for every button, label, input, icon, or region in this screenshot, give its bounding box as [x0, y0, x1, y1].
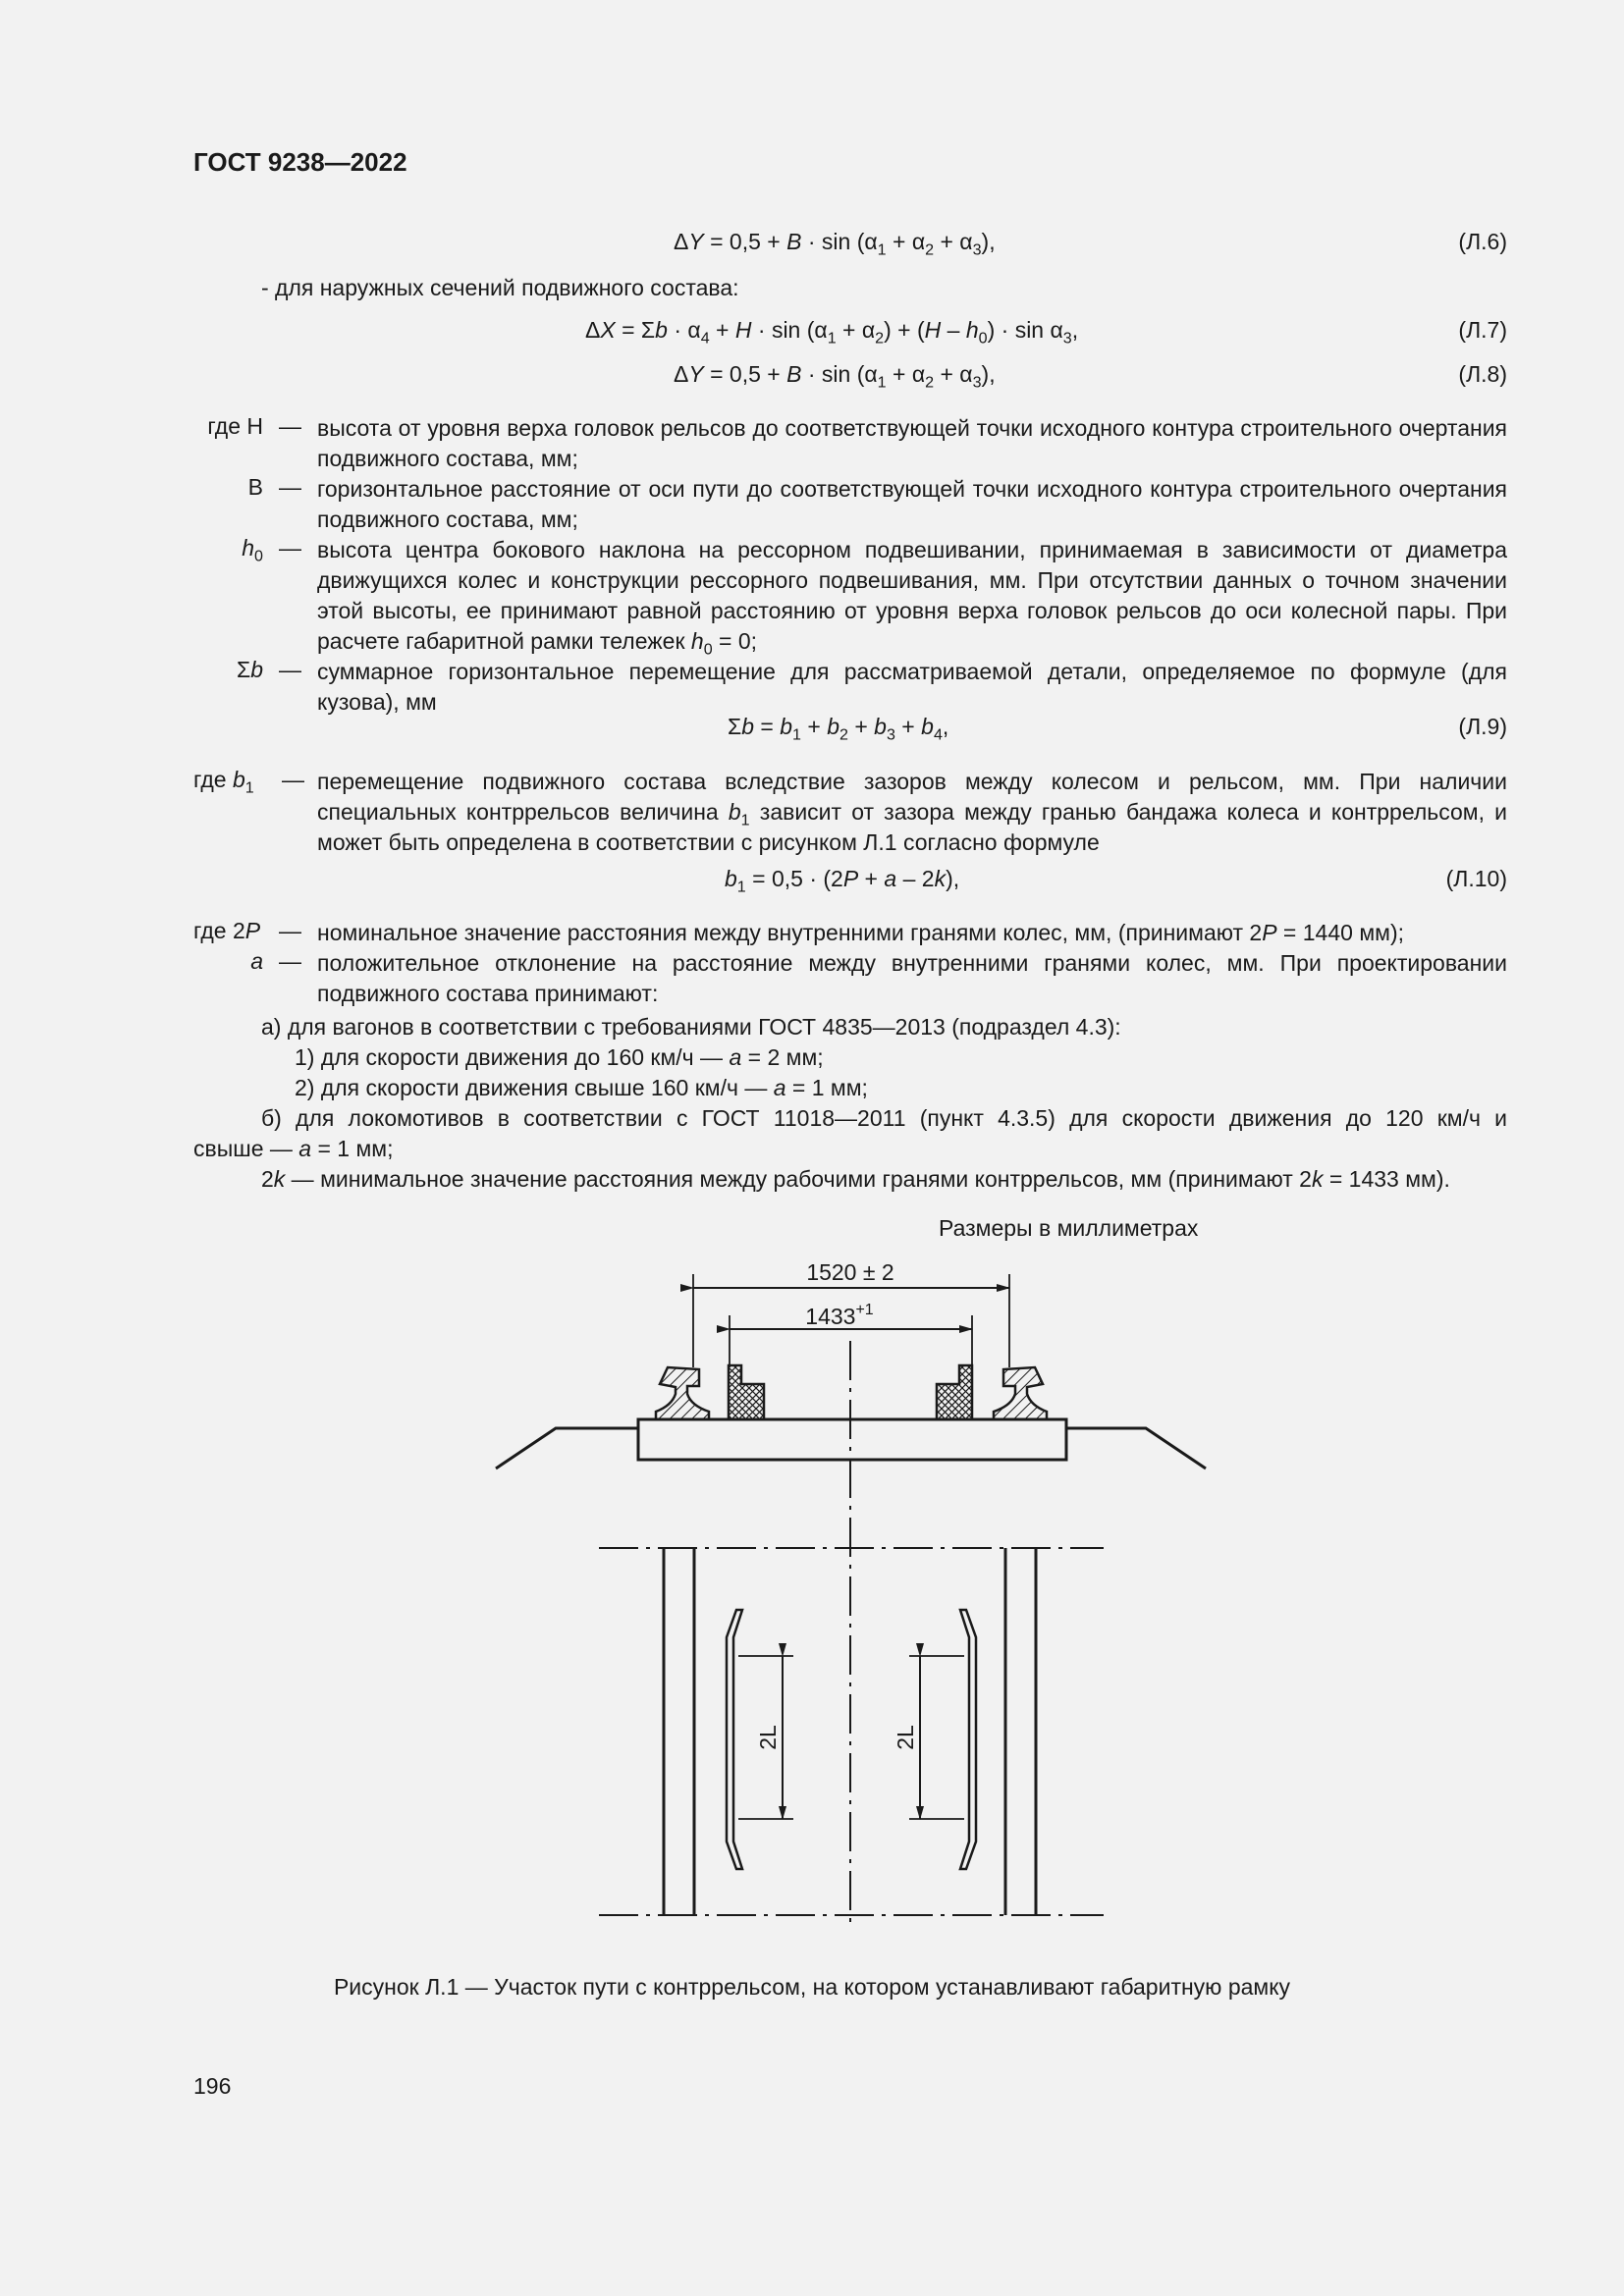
page-number: 196 [193, 2073, 232, 2099]
list-item-a1: 1) для скорости движения до 160 км/ч — a = 2 мм; [295, 1044, 824, 1070]
term-H: где H [207, 413, 263, 439]
right-rail [994, 1367, 1047, 1419]
term-2P: где 2P [193, 918, 261, 943]
term-a: a [250, 948, 263, 974]
list-item-a2: 2) для скорости движения свыше 160 км/ч — a = 1 мм; [295, 1075, 868, 1100]
document-header: ГОСТ 9238—2022 [193, 147, 407, 177]
term-h0: $h_0$ [242, 535, 263, 565]
dim-2L-right-label: 2L [893, 1725, 918, 1750]
formula-number-l9: (Л.9) [1458, 714, 1507, 739]
term-sum-b: Σb [236, 657, 263, 682]
formula-number-l10: (Л.10) [1445, 866, 1507, 891]
list-item-b-line2: свыше — a = 1 мм; [193, 1136, 394, 1161]
plan-guard-rail-left [727, 1610, 742, 1869]
dim-outer-label: 1520 ± 2 [806, 1259, 894, 1285]
dash: — [279, 474, 301, 500]
definition-B: горизонтальное расстояние от оси пути до соответствующей точки исходного контура строительного очертания подвижного состава, мм; [317, 476, 1507, 532]
formula-number-l7: (Л.7) [1458, 317, 1507, 343]
list-item-a: а) для вагонов в соответствии с требованиями ГОСТ 4835—2013 (подраздел 4.3): [261, 1014, 1121, 1040]
formula-l8: $\Delta Y = 0,5 + B \cdot \sin (\alpha_1 + \alpha_2 + \alpha_3)$, [674, 361, 996, 392]
dim-inner-tolerance: +1 [855, 1302, 874, 1318]
dash: — [279, 535, 301, 561]
definition-sum-b: суммарное горизонтальное перемещение для рассматриваемой детали, определяемое по формуле (для кузова), мм [317, 659, 1507, 715]
outer-sections-intro: - для наружных сечений подвижного состава: [261, 275, 739, 300]
formula-l10: $b_1 = 0,5 \cdot (2P + a - 2k)$, [725, 866, 960, 896]
embankment-right [1066, 1428, 1206, 1468]
formula-l9: $\Sigma b = b_1 + b_2 + b_3 + b_4$, [728, 714, 949, 744]
formula-l7: $\Delta X = \Sigma b \cdot \alpha_4 + H \cdot \sin (\alpha_1 + \alpha_2) + (H - h_0) \cdot \sin \alpha_3$, [585, 317, 1079, 347]
dim-2L-left-label: 2L [755, 1725, 781, 1750]
figure-caption: Рисунок Л.1 — Участок пути с контррельсом, на котором устанавливают габаритную рамку [333, 1974, 1291, 2000]
definition-a: положительное отклонение на расстояние между внутренними гранями колес, мм. При проектировании подвижного состава принимают: [317, 950, 1507, 1006]
formula-number-l8: (Л.8) [1458, 361, 1507, 387]
list-item-2k: 2k — минимальное значение расстояния между рабочими гранями контррельсов, мм (принимают 2k = 1433 мм). [261, 1166, 1450, 1192]
formula-l6: $\Delta Y = 0,5 + B \cdot \sin (\alpha_1 + \alpha_2 + \alpha_3)$, [674, 229, 996, 259]
left-guard-rail [729, 1365, 764, 1419]
list-item-b-line1: б) для локомотивов в соответствии с ГОСТ 11018—2011 (пункт 4.3.5) для скорости движения до 120 км/ч и [261, 1105, 1507, 1131]
left-rail [656, 1367, 709, 1419]
dash: — [282, 767, 304, 792]
term-B: B [247, 474, 263, 500]
term-b1: где $b_1$ [193, 767, 254, 797]
dim-inner-value: 1433 [805, 1304, 856, 1329]
dash: — [279, 948, 301, 974]
definition-b1: перемещение подвижного состава вследствие зазоров между колесом и рельсом, мм. При наличии специальных контррельсов величина $b_1$ зависит от зазора между гранью бандажа колеса и контррельсом, и может быть определена в соответствии с рисунком Л.1 согласно формуле [317, 769, 1507, 855]
definition-H: высота от уровня верха головок рельсов до соответствующей точки исходного контура строительного очертания подвижного состава, мм; [317, 415, 1507, 471]
dim-inner-label [805, 1302, 874, 1329]
dash: — [279, 918, 301, 943]
dash: — [279, 413, 301, 439]
definition-2P: номинальное значение расстояния между внутренними гранями колес, мм, (принимают 2P = 1440 мм); [317, 920, 1404, 945]
definition-h0: высота центра бокового наклона на рессорном подвешивании, принимаемая в зависимости от диаметра движущихся колес и конструкции рессорного подвешивания, мм. При отсутствии данных о точном значении этой высоты, ее принимают равной расстоянию от уровня верха головок рельсов до оси колесной пары. При расчете габаритной рамки тележек $h_0 = 0$; [317, 537, 1507, 659]
plan-guard-rail-right [960, 1610, 976, 1869]
right-guard-rail [937, 1365, 972, 1419]
sleeper [638, 1419, 1066, 1460]
dash: — [279, 657, 301, 682]
formula-number-l6: (Л.6) [1458, 229, 1507, 254]
units-note: Размеры в миллиметрах [939, 1215, 1199, 1241]
embankment-left [496, 1428, 638, 1468]
